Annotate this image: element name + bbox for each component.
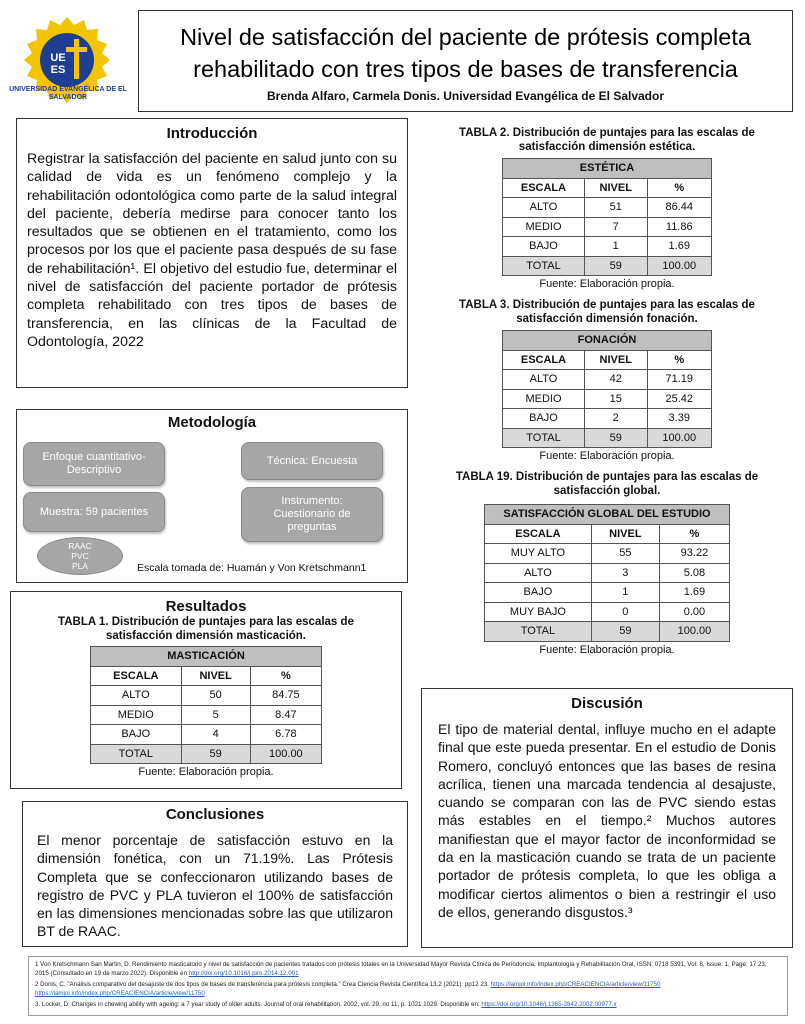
table-cell: MUY ALTO xyxy=(485,544,592,564)
table-cell: 51 xyxy=(584,198,647,218)
table-cell: 93.22 xyxy=(659,544,729,564)
table1-title: TABLA 1. Distribución de puntajes para las escalas de satisfacción dimensión masticación. xyxy=(58,616,354,642)
table-row xyxy=(503,237,712,257)
table-row xyxy=(485,583,730,603)
table-cell: 4 xyxy=(181,725,250,745)
tables-column xyxy=(421,118,793,678)
table-header: NIVEL xyxy=(181,666,250,686)
reference-text: 2 Donis, C. "Análisis comparativo del desajuste de dos tipos de bases de transferencia para prótesis completa." Crea Ciencia Revista Científica 13.2 (2021): pp12 23. xyxy=(35,981,489,988)
table-cell: 59 xyxy=(584,256,647,276)
poster-title-box xyxy=(138,10,793,112)
table-row xyxy=(485,602,730,622)
table-cell: MEDIO xyxy=(503,389,585,409)
table-cell: 42 xyxy=(584,370,647,390)
table-cell: 100.00 xyxy=(647,256,711,276)
reference-text: 1 Von Kretschmann San Martin, D. Rendimiento masticatorio y nivel de satisfacción de pacientes tratados con prótesis totales en la Universidad Mayor Revista Clínica de Periodoncia, Implantología y Rehabilitación Oral, ISSN: 0718 5391, Vol: 8, Issue: 1, Page: 17 23, 2015 (Consultado en 19 de marzo 2022). Disponible en xyxy=(35,961,767,977)
table-cell: MUY BAJO xyxy=(485,602,592,622)
table-cell: 100.00 xyxy=(250,744,321,764)
conclusions-section xyxy=(22,801,408,947)
logo-caption: UNIVERSIDAD EVANGÉLICA DE EL SALVADOR xyxy=(9,86,127,101)
reference-link[interactable]: https://lamjol.info/index.php/CREACIENCIA/article/view/11750 xyxy=(35,990,205,997)
table-row xyxy=(503,370,712,390)
table-cell: 1 xyxy=(591,583,659,603)
table-total-row xyxy=(485,622,730,642)
table-row xyxy=(503,217,712,237)
table-header: NIVEL xyxy=(584,178,647,198)
reference-3 xyxy=(35,1000,781,1009)
table-header: NIVEL xyxy=(591,524,659,544)
table-cell: 6.78 xyxy=(250,725,321,745)
technique-pill: Técnica: Encuesta xyxy=(241,442,383,480)
reference-link[interactable]: https://doi.org/10.1046/j.1365-2842.2002.00977.x xyxy=(481,1001,617,1008)
table-cell: TOTAL xyxy=(485,622,592,642)
material-raac: RAAC xyxy=(68,541,92,551)
table3-title: TABLA 3. Distribución de puntajes para las escalas de satisfacción dimensión fonación. xyxy=(459,299,755,325)
table-cell: 59 xyxy=(181,744,250,764)
material-pla: PLA xyxy=(71,561,89,571)
table-row xyxy=(485,563,730,583)
table-cell: 15 xyxy=(584,389,647,409)
table-cell: 3 xyxy=(591,563,659,583)
table-cell: 59 xyxy=(591,622,659,642)
table-row xyxy=(503,198,712,218)
table3-caption: FONACIÓN xyxy=(503,331,712,351)
table-cell: 3.39 xyxy=(647,409,711,429)
table-cell: 100.00 xyxy=(647,428,711,448)
table-cell: ALTO xyxy=(503,198,585,218)
reference-1 xyxy=(35,960,781,978)
methodology-section xyxy=(16,409,408,583)
svg-text:ES: ES xyxy=(50,64,66,76)
table-row xyxy=(503,409,712,429)
table-cell: BAJO xyxy=(485,583,592,603)
table-cell: MEDIO xyxy=(503,217,585,237)
references-box xyxy=(28,956,788,1016)
table19 xyxy=(484,504,730,642)
table-cell: 0.00 xyxy=(659,602,729,622)
results-title: Resultados xyxy=(165,598,247,615)
conclusions-text: El menor porcentaje de satisfacción estuvo en la dimensión fonética, con un 71.19%. Las Prótesis Completa que se confeccionaron utilizando bases de registro de PVC y PLA tuvieron el 100% de satisfacción en las dimensiones mencionadas sobre las que utilizaron BT de RAAC. xyxy=(37,832,393,940)
table-total-row xyxy=(503,256,712,276)
table19-source: Fuente: Elaboración propia. xyxy=(539,643,675,656)
table1 xyxy=(90,646,322,764)
table-cell: TOTAL xyxy=(503,428,585,448)
table3 xyxy=(502,330,712,448)
discussion-section xyxy=(421,688,793,948)
table-cell: 55 xyxy=(591,544,659,564)
table2 xyxy=(502,158,712,276)
introduction-title: Introducción xyxy=(166,125,258,142)
table19-caption: SATISFACCIÓN GLOBAL DEL ESTUDIO xyxy=(485,505,730,525)
table-header: ESCALA xyxy=(91,666,182,686)
introduction-text: Registrar la satisfacción del paciente en salud junto con su calidad de vida es un fenómeno complejo y la rehabilitación odontológica como parte de la salud integral del paciente, debería medirse para conocer tanto los resultados que se obtienen en el tratamiento, como los procesos por los que el paciente pasa después de su fase de rehabilitación¹. El objetivo del estudio fue, determinar el nivel de satisfacción del paciente portador de prótesis completa rehabilitado con tres tipos de bases de transferencia, en las clínicas de la Facultad de Odontología, 2022 xyxy=(27,151,397,350)
table-cell: 1.69 xyxy=(659,583,729,603)
discussion-text: El tipo de material dental, influye mucho en el adapte final que este pueda presentar. En el estudio de Donis Romero, concluyó entonces que las bases de resina acrílica, tienen una marcada tendencia al desajuste, cuando se comparan con las de PVC siendo estas más estables en el tiempo.² Muchos autores manifiestan que el mayor factor de inconformidad se da en la masticación cuando se trata de un paciente portador de prótesis completa, lo que les obliga a modificar ciertos alimentos o bien a restringir el uso de ellos, generando disgustos.³ xyxy=(438,721,776,920)
table-cell: 50 xyxy=(181,686,250,706)
reference-link[interactable]: https://lamjol.info/index.php/CREACIENCIA/article/view/11750 xyxy=(490,981,661,988)
table-cell: BAJO xyxy=(503,237,585,257)
table-cell: BAJO xyxy=(91,725,182,745)
table2-title: TABLA 2. Distribución de puntajes para las escalas de satisfacción dimensión estética. xyxy=(459,127,755,153)
table-cell: BAJO xyxy=(503,409,585,429)
instrument-pill: Instrumento: Cuestionario de preguntas xyxy=(241,487,383,542)
table-cell: 1 xyxy=(584,237,647,257)
table-row xyxy=(91,725,322,745)
introduction-section xyxy=(16,118,408,388)
table-cell: 59 xyxy=(584,428,647,448)
table1-caption: MASTICACIÓN xyxy=(91,647,322,667)
approach-pill: Enfoque cuantitativo-Descriptivo xyxy=(23,442,165,486)
reference-text: 3. Locker, D. Changes in chewing ability with ageing: a 7 year study of older adults. Journal of oral rehabilitation, 2002, vol. 29, no 11, p. 1021 1029. Disponible en: xyxy=(35,1001,480,1008)
table2-source: Fuente: Elaboración propia. xyxy=(539,278,675,290)
table-cell: 100.00 xyxy=(659,622,729,642)
table-cell: ALTO xyxy=(91,686,182,706)
table-header: NIVEL xyxy=(584,350,647,370)
table1-source: Fuente: Elaboración propia. xyxy=(138,766,274,778)
conclusions-title: Conclusiones xyxy=(165,806,265,823)
sample-pill: Muestra: 59 pacientes xyxy=(23,492,165,532)
table-header: % xyxy=(647,178,711,198)
table-cell: 0 xyxy=(591,602,659,622)
discussion-title: Discusión xyxy=(571,695,643,712)
table-cell: TOTAL xyxy=(503,256,585,276)
table-cell: 84.75 xyxy=(250,686,321,706)
table-cell: 7 xyxy=(584,217,647,237)
table2-caption: ESTÉTICA xyxy=(503,159,712,179)
table-row xyxy=(503,389,712,409)
table-cell: 5 xyxy=(181,705,250,725)
table-header: ESCALA xyxy=(503,350,585,370)
table-header: ESCALA xyxy=(503,178,585,198)
table3-source: Fuente: Elaboración propia. xyxy=(539,450,675,462)
table-cell: 71.19 xyxy=(647,370,711,390)
table-header: % xyxy=(250,666,321,686)
table-total-row xyxy=(503,428,712,448)
table-cell: MEDIO xyxy=(91,705,182,725)
table-cell: 2 xyxy=(584,409,647,429)
table-cell: ALTO xyxy=(485,563,592,583)
scale-source: Escala tomada de: Huamán y Von Kretschmann1 xyxy=(137,562,367,574)
svg-text:UE: UE xyxy=(50,52,66,64)
table-cell: 86.44 xyxy=(647,198,711,218)
material-pvc: PVC xyxy=(71,551,89,561)
table-row xyxy=(485,544,730,564)
table-row xyxy=(91,686,322,706)
table-cell: 1.69 xyxy=(647,237,711,257)
table19-title: TABLA 19. Distribución de puntajes para las escalas de satisfacción global. xyxy=(455,471,759,497)
table-cell: 11.86 xyxy=(647,217,711,237)
materials-oval xyxy=(37,537,123,575)
table-cell: 5.08 xyxy=(659,563,729,583)
table-row xyxy=(91,705,322,725)
table-cell: 25.42 xyxy=(647,389,711,409)
table-header: % xyxy=(647,350,711,370)
reference-link[interactable]: http://doi.org/10.1016/j.piro.2014.12.001 xyxy=(188,970,299,977)
table-header: ESCALA xyxy=(485,524,592,544)
poster-title-line-2: rehabilitado con tres tipos de bases de transferencia xyxy=(193,56,738,82)
poster-authors: Brenda Alfaro, Carmela Donis. Universidad Evangélica de El Salvador xyxy=(266,89,665,103)
table-cell: TOTAL xyxy=(91,744,182,764)
table-total-row xyxy=(91,744,322,764)
poster-title-line-1: Nivel de satisfacción del paciente de prótesis completa xyxy=(180,24,751,50)
results-section xyxy=(10,591,402,789)
reference-2 xyxy=(35,980,781,998)
table-cell: 8.47 xyxy=(250,705,321,725)
methodology-title: Metodología xyxy=(167,414,257,431)
table-cell: ALTO xyxy=(503,370,585,390)
table-header: % xyxy=(659,524,729,544)
